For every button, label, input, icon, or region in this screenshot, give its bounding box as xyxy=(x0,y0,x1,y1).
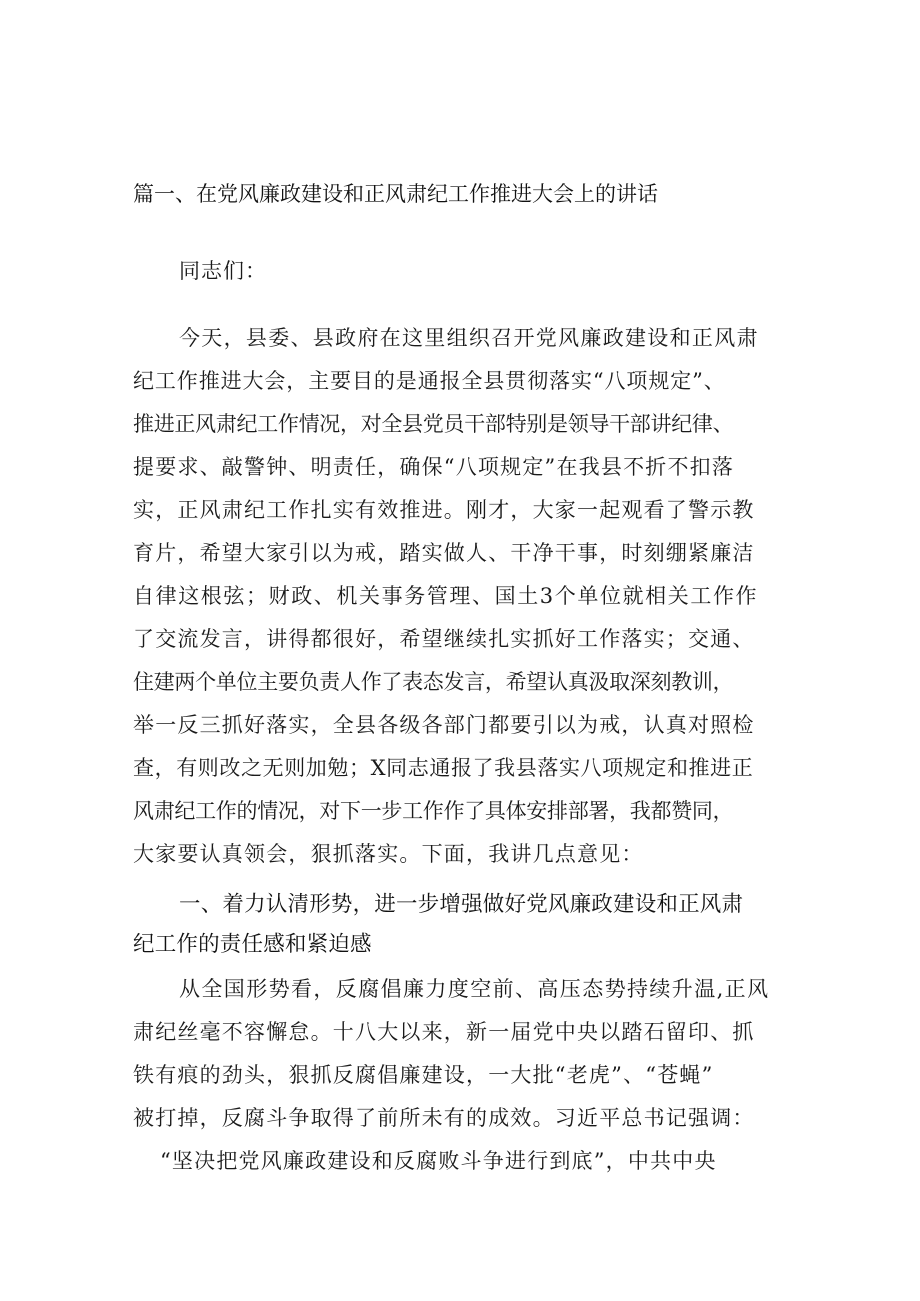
paragraph-line: 从全国形势看，反腐倡廉力度空前、高压态势持续升温,正风 xyxy=(179,977,770,1001)
paragraph-line: 大家要认真领会，狠抓落实。下面，我讲几点意见： xyxy=(133,842,644,866)
paragraph-line: 实，正风肃纪工作扎实有效推进。刚才，大家一起观看了警示教 xyxy=(133,498,755,522)
paragraph-line: “坚决把党风廉政建设和反腐败斗争进行到底”，中共中央 xyxy=(160,1149,717,1173)
paragraph-line: 被打掉，反腐斗争取得了前所未有的成效。习近平总书记强调： xyxy=(133,1106,755,1130)
paragraph-line: 提要求、敲警钟、明责任，确保“八项规定”在我县不折不扣落 xyxy=(133,455,735,479)
document-title: 篇一、在党风廉政建设和正风肃纪工作推进大会上的讲话 xyxy=(133,182,658,206)
paragraph-line: 铁有痕的劲头，狠抓反腐倡廉建设，一大批“老虎”、“苍蝇” xyxy=(133,1063,714,1087)
heading-line: 一、着力认清形势，进一步增强做好党风廉政建设和正风肃 xyxy=(179,892,744,917)
paragraph-line: 纪工作推进大会，主要目的是通报全县贯彻落实“八项规定”、 xyxy=(133,369,726,393)
paragraph-line: 肃纪丝毫不容懈怠。十八大以来，新一届党中央以踏石留印、抓 xyxy=(133,1020,755,1044)
paragraph-line: 风肃纪工作的情况，对下一步工作作了具体安排部署，我都赞同， xyxy=(133,799,734,823)
greeting: 同志们： xyxy=(179,259,267,283)
paragraph-line: 查，有则改之无则加勉；X同志通报了我县落实八项规定和推进正 xyxy=(133,756,754,780)
paragraph-line: 育片，希望大家引以为戒，踏实做人、干净干事，时刻绷紧廉洁 xyxy=(133,541,755,565)
paragraph-line: 今天，县委、县政府在这里组织召开党风廉政建设和正风肃 xyxy=(179,326,759,350)
paragraph-line: 推进正风肃纪工作情况，对全县党员干部特别是领导干部讲纪律、 xyxy=(133,412,734,436)
heading-line: 纪工作的责任感和紧迫感 xyxy=(133,932,372,957)
paragraph-line: 了交流发言，讲得都很好，希望继续扎实抓好工作落实；交通、 xyxy=(133,627,755,651)
paragraph-line: 住建两个单位主要负责人作了表态发言，希望认真汲取深刻教训， xyxy=(133,670,734,694)
paragraph-line: 自律这根弦；财政、机关事务管理、国土3个单位就相关工作作 xyxy=(133,584,759,608)
paragraph-line: 举一反三抓好落实，全县各级各部门都要引以为戒，认真对照检 xyxy=(133,713,755,737)
